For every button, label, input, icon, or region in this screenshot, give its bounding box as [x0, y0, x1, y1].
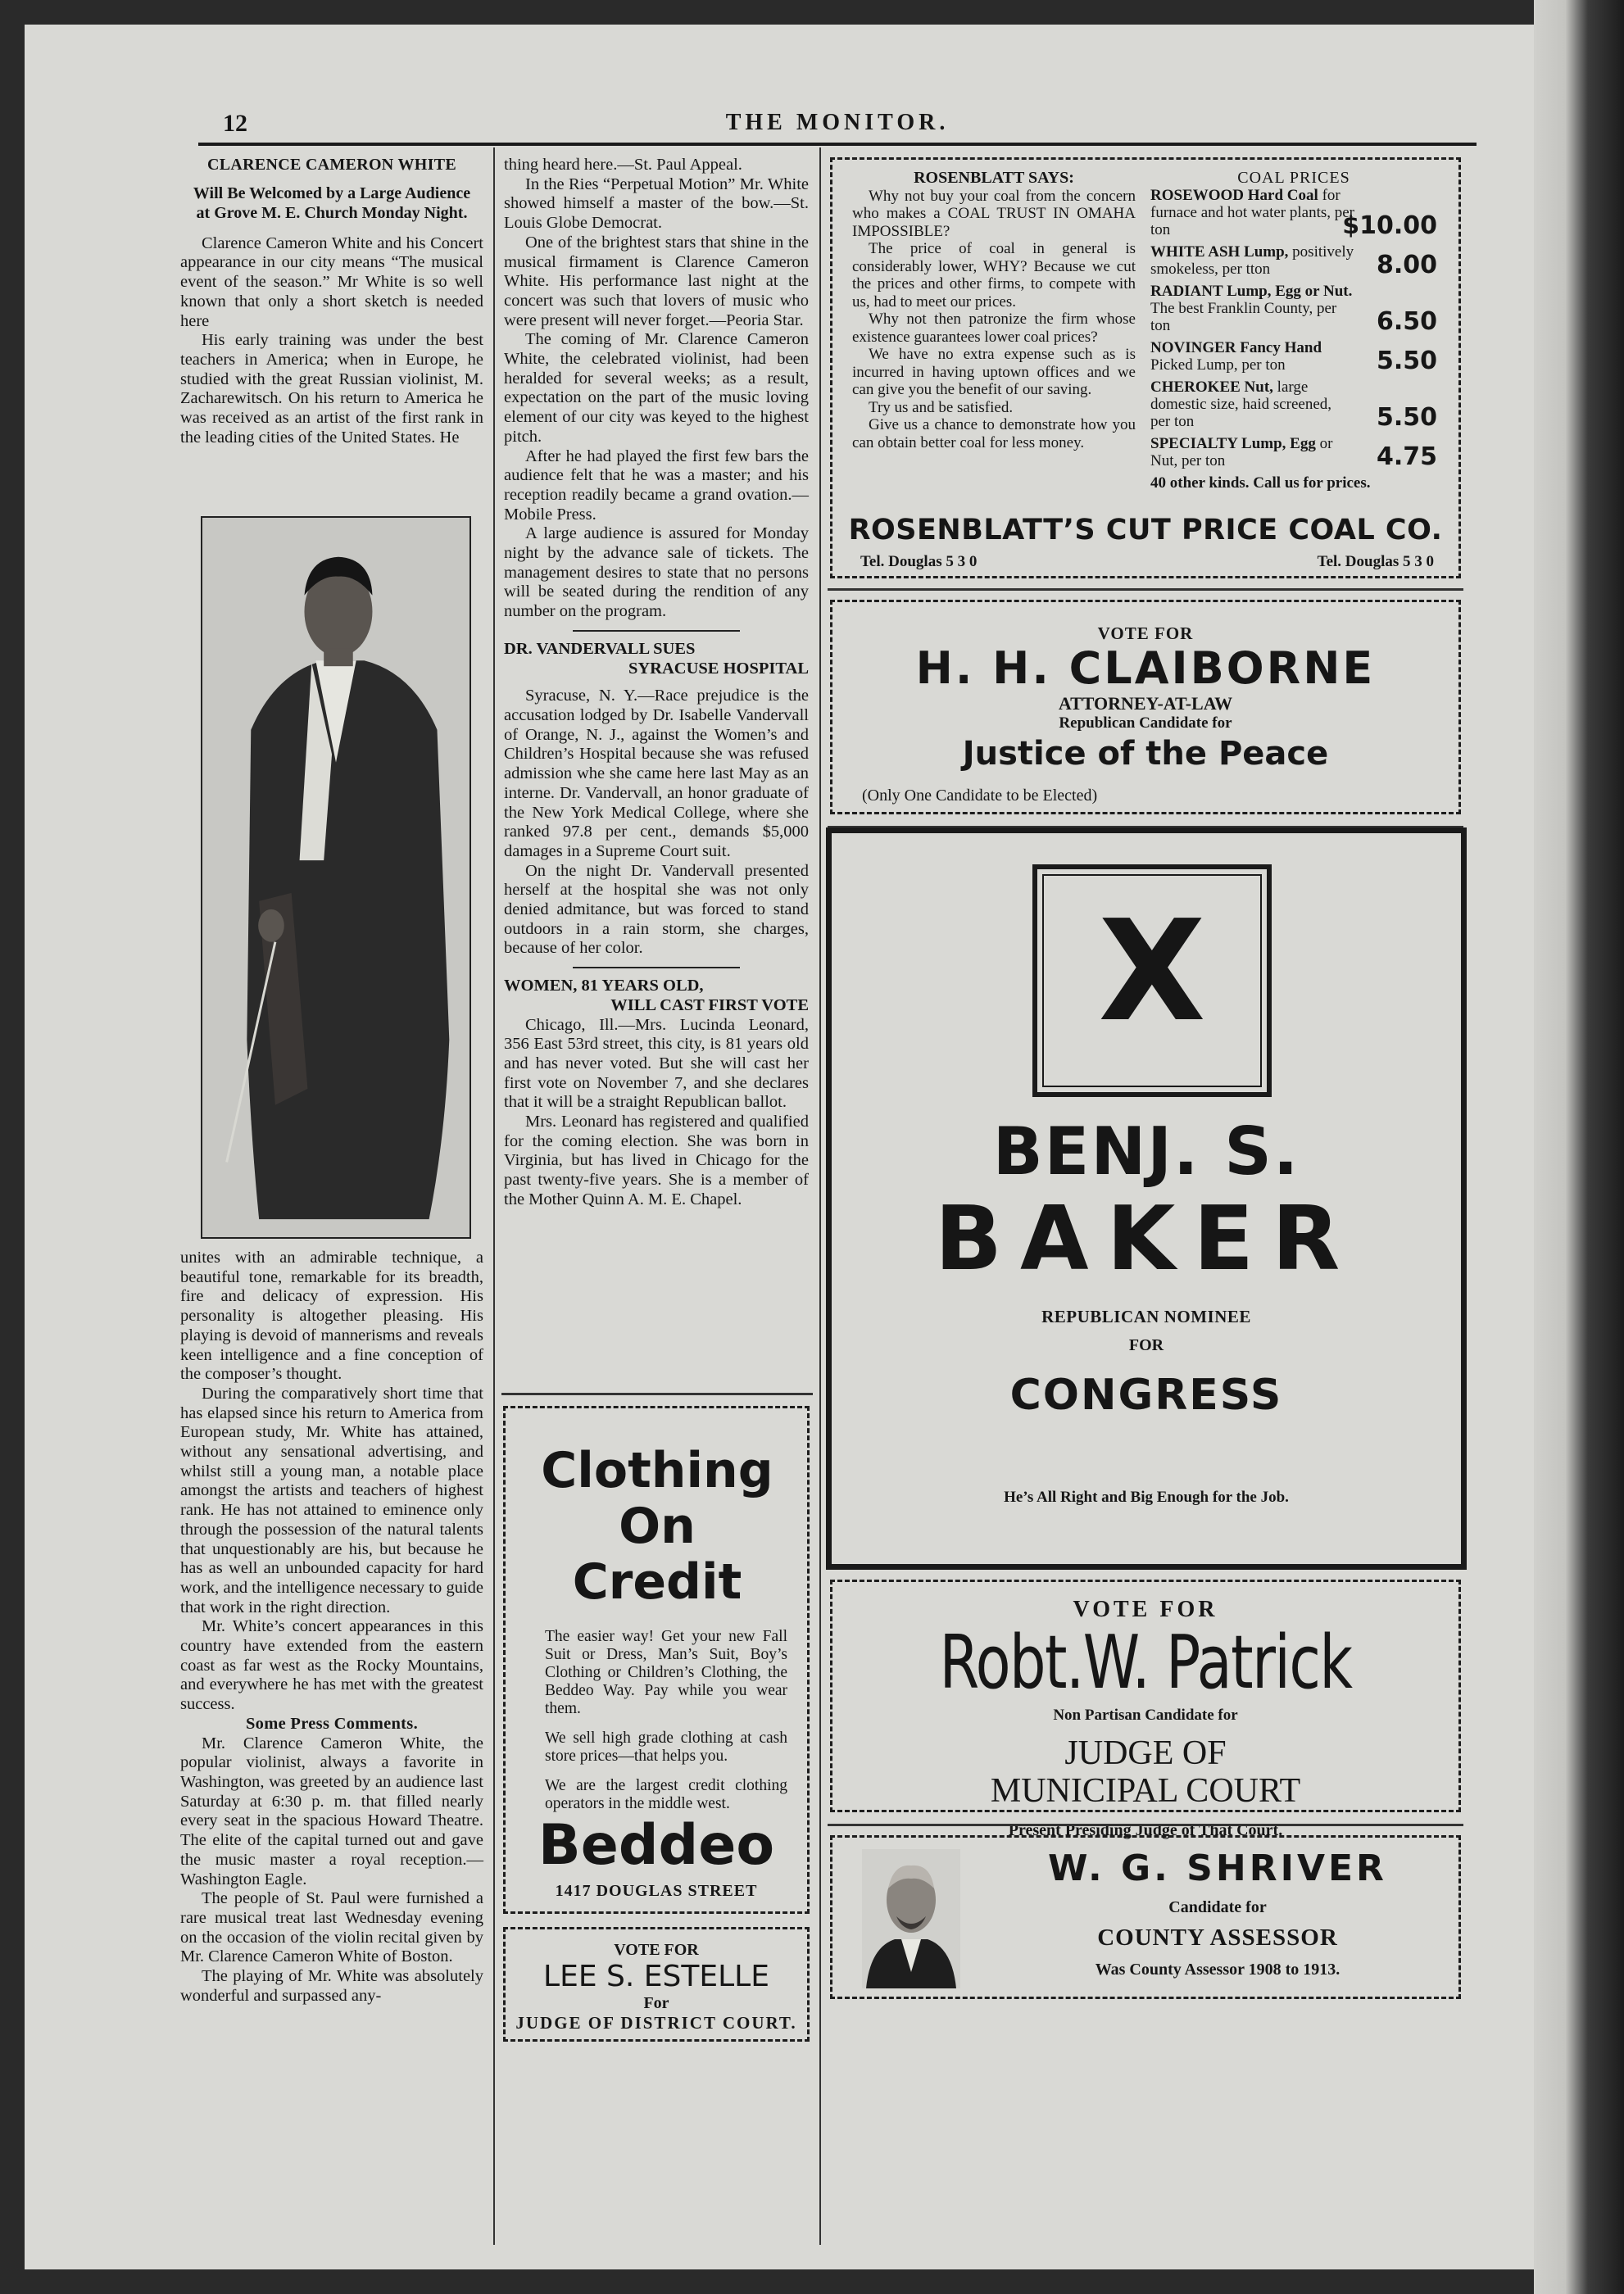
claiborne-vote-ad [830, 600, 1461, 814]
candidacy: Non Partisan Candidate for [1053, 1707, 1238, 1724]
slogan: He’s All Right and Big Enough for the Job. [1004, 1489, 1289, 1506]
baker-congress-ad [826, 827, 1467, 1570]
patrick-vote-ad [830, 1580, 1461, 1839]
press-comments-head: Some Press Comments. [245, 1714, 419, 1733]
ad-paragraph: The easier way! Get your new Fall Suit or Dress, Man’s Suit, Boy’s Clothing or Children’s Clothing, the Beddeo Way. Pay while you wear them. [545, 1628, 787, 1717]
tenure-note: Was County Assessor 1908 to 1913. [1095, 1961, 1340, 1979]
section-rule [828, 588, 1463, 591]
ad-paragraph: The price of coal in general is considerably lower, WHY? Because we cut the prices and other firms, to compete with us, had to meet our prices. [852, 240, 1136, 311]
candidacy: Candidate for [1168, 1898, 1267, 1916]
ad-headline: Clothing [541, 1442, 773, 1499]
masthead-line [198, 103, 1477, 146]
violinist-photo [201, 516, 471, 1239]
ballot-box [1032, 864, 1272, 1097]
scan-edge [1534, 0, 1624, 2294]
newspaper-title: THE MONITOR. [725, 110, 950, 135]
for-label: For [643, 1994, 669, 2012]
coal-description [1150, 339, 1355, 374]
coal-name: CHEROKEE Nut, [1150, 379, 1273, 396]
paragraph: Clarence Cameron White and his Concert appearance in our city means “The musical event of the season.” Mr White is so well known that only a short sketch is needed here [180, 233, 483, 330]
column-rule-1 [493, 147, 495, 2245]
coal-price-item [1150, 435, 1437, 469]
other-kinds-note: 40 other kinds. Call us for prices. [1150, 474, 1371, 492]
candidate-name: LEE S. ESTELLE [543, 1960, 769, 1993]
article-title-line2: WILL CAST FIRST VOTE [610, 995, 809, 1014]
coal-detail: or Nut, per ton [1150, 435, 1333, 469]
portrait-illustration [202, 518, 470, 1237]
ad-paragraph: Why not buy your coal from the concern who makes a COAL TRUST IN OMAHA IMPOSSIBLE? [852, 187, 1136, 240]
candidate-name: H. H. CLAIBORNE [915, 642, 1376, 694]
coal-detail: The best Franklin County, per ton [1150, 300, 1337, 334]
candidate-name: Robt.W. Patrick [939, 1620, 1352, 1706]
article-white-part2 [180, 1249, 483, 2006]
paragraph: Chicago, Ill.—Mrs. Lucinda Leonard, 356 East 53rd street, this city, is 81 years old and has never voted. But she will cast her first vote on November 7, and she declares that it will be a straight Republican ballot. [504, 1015, 809, 1112]
coal-prices [1150, 170, 1437, 492]
vote-label: VOTE FOR [1073, 1597, 1218, 1622]
section-head: ROSENBLATT SAYS: [914, 169, 1074, 187]
coal-detail: large domestic size, haid screened, per ton [1150, 379, 1332, 430]
paragraph: Mrs. Leonard has registered and qualified for the coming election. She was born in Virginia, but has lived in Chicago for the past twenty-five years. She is a member of the Mother Quinn A. M. E. Chapel. [504, 1113, 809, 1208]
coal-description [1150, 187, 1355, 238]
article-title-line1: WOMEN, 81 YEARS OLD, [504, 977, 704, 995]
coal-price-item [1150, 187, 1437, 238]
office-name: JUDGE OF DISTRICT COURT. [515, 2013, 797, 2033]
article-title-line1: DR. VANDERVALL SUES [504, 639, 696, 658]
store-address: 1417 DOUGLAS STREET [555, 1882, 758, 1900]
company-name: ROSENBLATT’S CUT PRICE COAL CO. [848, 514, 1443, 546]
for-label: FOR [1128, 1336, 1164, 1354]
paragraph: His early training was under the best teachers in America; when in Europe, he studied with the great Russian violinist, M. Zacharewitsch. On his return to America he was received as an artist of the first rank in the leading cities of the United States. He [180, 331, 483, 447]
coal-price: 4.75 [1376, 442, 1437, 471]
price-list [1150, 187, 1437, 469]
coal-name: NOVINGER Fancy Hand [1150, 339, 1322, 356]
article-subhead: Will Be Welcomed by a Large Audience at Grove M. E. Church Monday Night. [193, 184, 471, 222]
paragraph: Mr. Clarence Cameron White, the popular violinist, always a favorite in Washington, was greeted by an audience last Saturday at 6:30 p. m. that filled nearly every seat in the spacious Howard Theatre. The elite of the capital turned out and gave the music master a royal reception.—Washington Eagle. [180, 1734, 483, 1888]
paragraph: In the Ries “Perpetual Motion” Mr. White showed himself a master of the bow.—St. Louis Globe Democrat. [504, 175, 809, 233]
paragraph: Mr. White’s concert appearances in this country have extended from the eastern coast as far west as the Rocky Mountains, and everywhere he has met with the greatest success. [180, 1617, 483, 1714]
ballot-x-mark: X [1098, 891, 1206, 1053]
ad-headline: On [619, 1498, 696, 1555]
coal-name: ROSEWOOD Hard Coal [1150, 187, 1318, 204]
paragraph: A large audience is assured for Monday night by the advance sale of tickets. The management desires to state that no persons will be seated during the rendition of any number on the program. [504, 524, 809, 621]
ad-paragraph: We are the largest credit clothing operators in the middle west. [545, 1777, 787, 1812]
rosenblatt-says [852, 170, 1136, 451]
coal-name: WHITE ASH Lump, [1150, 243, 1289, 261]
article-title-line2: SYRACUSE HOSPITAL [628, 659, 809, 678]
ad-paragraph: We sell high grade clothing at cash store prices—that helps you. [545, 1730, 787, 1765]
coal-price-item [1150, 283, 1437, 334]
paragraph: After he had played the first few bars the audience felt that he was a master; and his reception readily became a grand ovation.—Mobile Press. [504, 447, 809, 524]
section-head: COAL PRICES [1237, 169, 1350, 187]
ad-paragraph: Give us a chance to demonstrate how you can obtain better coal for less money. [852, 416, 1136, 451]
paragraph: thing heard here.—St. Paul Appeal. [504, 156, 742, 174]
vote-label: VOTE FOR [614, 1941, 699, 1959]
vote-label: VOTE FOR [1097, 623, 1194, 643]
coal-description [1150, 283, 1355, 334]
ad-paragraph: Try us and be satisfied. [869, 398, 1014, 416]
coal-description [1150, 379, 1355, 430]
ad-headline: Credit [572, 1553, 742, 1611]
paragraph: On the night Dr. Vandervall presented herself at the hospital she was not only denied admitance, but was forced to stand outdoors in a rain storm, she charges, because of her color. [504, 861, 809, 958]
column-2-articles [504, 156, 809, 1210]
ad-body [545, 1628, 787, 1813]
clothing-credit-ad [503, 1406, 810, 1914]
office-name: CONGRESS [1009, 1371, 1283, 1420]
coal-price: 5.50 [1376, 347, 1437, 375]
estelle-vote-ad [503, 1927, 810, 2042]
candidate-portrait [862, 1849, 960, 1988]
election-note: (Only One Candidate to be Elected) [862, 787, 1098, 805]
section-rule [501, 1393, 813, 1395]
office-name: Justice of the Peace [962, 735, 1329, 773]
section-rule [828, 1824, 1463, 1826]
shriver-assessor-ad [830, 1835, 1461, 1999]
candidate-name: W. G. SHRIVER [1048, 1847, 1387, 1889]
coal-name: SPECIALTY Lump, Egg [1150, 435, 1316, 452]
telephone: Tel. Douglas 5 3 0 [1317, 553, 1434, 570]
paragraph: One of the brightest stars that shine in the musical firmament is Clarence Cameron White. His performance last night at the concert was such that lovers of music who were present will never forget.—Peoria Star. [504, 233, 809, 329]
coal-detail: positively smokeless, per tton [1150, 243, 1354, 278]
coal-detail: for furnace and hot water plants, per ton [1150, 187, 1355, 238]
page-number: 12 [223, 110, 247, 137]
office-line1: JUDGE OF [1064, 1734, 1227, 1772]
candidate-last-name: BAKER [934, 1188, 1359, 1290]
coal-price-item [1150, 339, 1437, 374]
coal-price: 5.50 [1376, 403, 1437, 432]
paragraph: During the comparatively short time that has elapsed since his return to America from European study, Mr. White has attained, without any sensational advertising, and whilst still a young man, a notable place amongst the artists and teachers of highest rank. He has not attained to eminence only through the possession of the natural talents that unquestionably are his, but because he has as well an unbounded capacity for hard work, and the intelligence necessary to guide that work in the right direction. [180, 1384, 483, 1616]
paragraph: Syracuse, N. Y.—Race prejudice is the accusation lodged by Dr. Isabelle Vandervall of Orange, N. J., against the Women’s and Children’s Hospital because she was refused admission whe she came here last May as an interne. Dr. Vandervall, an honor graduate of the New York Medical College, where she ranked 97.8 per cent., demands $5,000 damages in a Supreme Court suit. [504, 687, 809, 860]
paragraph: The coming of Mr. Clarence Cameron White, the celebrated violinist, had been heralded for several weeks; as a result, expectation on the part of the music loving element of our city was keyed to the highest pitch. [504, 330, 809, 446]
presiding-note: Present Presiding Judge of That Court. [1008, 1821, 1283, 1839]
coal-description [1150, 435, 1355, 469]
brand-logo-text: Beddeo [538, 1813, 775, 1878]
coal-name: RADIANT Lump, Egg or Nut. [1150, 283, 1353, 300]
newspaper-page [25, 25, 1573, 2269]
coal-price: 6.50 [1376, 307, 1437, 336]
candidate-first-name: BENJ. S. [992, 1113, 1300, 1190]
column-rule-2 [819, 147, 821, 2245]
divider [573, 630, 741, 632]
telephone: Tel. Douglas 5 3 0 [860, 553, 978, 570]
office-line2: MUNICIPAL COURT [990, 1772, 1301, 1810]
coal-description [1150, 243, 1355, 278]
divider [573, 967, 741, 968]
candidate-title: ATTORNEY-AT-LAW [1058, 693, 1233, 714]
nominee-label: REPUBLICAN NOMINEE [1041, 1307, 1251, 1326]
coal-price-item [1150, 243, 1437, 278]
article-title: CLARENCE CAMERON WHITE [206, 156, 457, 174]
office-name: COUNTY ASSESSOR [1097, 1925, 1338, 1951]
coal-price-item [1150, 379, 1437, 430]
paragraph: The people of St. Paul were furnished a rare musical treat last Wednesday evening on the occasion of the violin recital given by Mr. Clarence Cameron White of Boston. [180, 1889, 483, 1966]
paragraph: The playing of Mr. White was absolutely wonderful and surpassed any- [180, 1967, 483, 2005]
ad-paragraph: We have no extra expense such as is incurred in having uptown offices and we can give you the benefit of our saving. [852, 346, 1136, 398]
candidacy: Republican Candidate for [1059, 714, 1232, 732]
ad-paragraph: Why not then patronize the firm whose existence guarantees lower coal prices? [852, 311, 1136, 346]
paragraph: unites with an admirable technique, a beautiful tone, remarkable for its breadth, fire and delicacy of expression. His personality is altogether pleasing. His playing is devoid of mannerisms and reveals keen intelligence and a fine conception of the composer’s thought. [180, 1249, 483, 1384]
coal-ad [830, 157, 1461, 578]
coal-price: 8.00 [1376, 251, 1437, 279]
coal-detail: Picked Lump, per ton [1150, 356, 1286, 374]
coal-price: $10.00 [1342, 211, 1437, 240]
article-white-part1 [180, 156, 483, 447]
